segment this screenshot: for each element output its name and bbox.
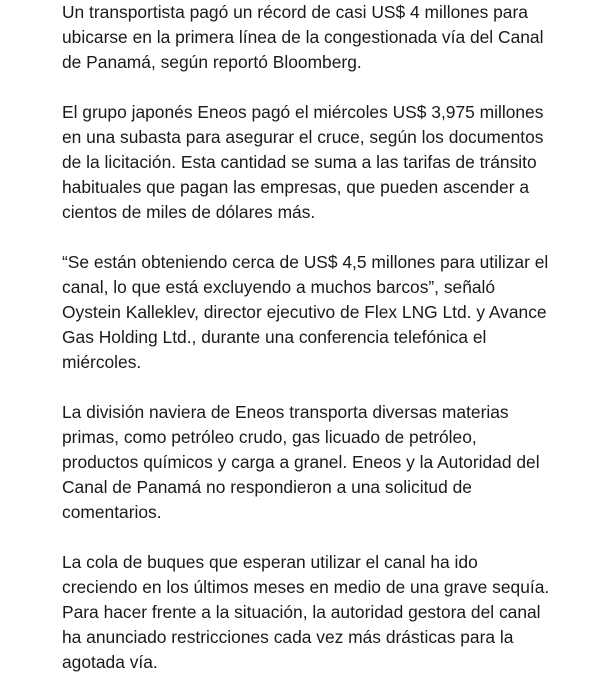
paragraph-line: ubicarse en la primera línea de la congestionada vía del Canal xyxy=(62,27,544,47)
paragraph-line: Para hacer frente a la situación, la autoridad gestora del canal xyxy=(62,602,541,622)
paragraph-line: La división naviera de Eneos transporta diversas materias xyxy=(62,402,509,422)
paragraph-3 xyxy=(62,250,562,375)
paragraph-line: “Se están obteniendo cerca de US$ 4,5 millones para utilizar el xyxy=(62,252,549,272)
paragraph-line: Canal de Panamá no respondieron a una solicitud de xyxy=(62,477,472,497)
paragraph-line: La cola de buques que esperan utilizar el canal ha ido xyxy=(62,552,478,572)
paragraph-line: cientos de miles de dólares más. xyxy=(62,202,316,222)
article-body xyxy=(62,0,562,700)
paragraph-5 xyxy=(62,550,562,675)
paragraph-line: Un transportista pagó un récord de casi US$ 4 millones para xyxy=(62,2,528,22)
paragraph-line: El grupo japonés Eneos pagó el miércoles US$ 3,975 millones xyxy=(62,102,544,122)
paragraph-line: comentarios. xyxy=(62,502,162,522)
paragraph-line: Oystein Kalleklev, director ejecutivo de Flex LNG Ltd. y Avance xyxy=(62,302,547,322)
paragraph-line: ha anunciado restricciones cada vez más drásticas para la xyxy=(62,627,514,647)
paragraph-line: de la licitación. Esta cantidad se suma a las tarifas de tránsito xyxy=(62,152,537,172)
paragraph-line: creciendo en los últimos meses en medio de una grave sequía. xyxy=(62,577,550,597)
paragraph-line: canal, lo que está excluyendo a muchos barcos”, señaló xyxy=(62,277,496,297)
paragraph-line: de Panamá, según reportó Bloomberg. xyxy=(62,52,362,72)
paragraph-line: agotada vía. xyxy=(62,652,158,672)
paragraph-line: primas, como petróleo crudo, gas licuado de petróleo, xyxy=(62,427,477,447)
paragraph-line: en una subasta para asegurar el cruce, según los documentos xyxy=(62,127,544,147)
paragraph-1 xyxy=(62,0,562,75)
paragraph-line: habituales que pagan las empresas, que pueden ascender a xyxy=(62,177,529,197)
paragraph-4 xyxy=(62,400,562,525)
paragraph-line: productos químicos y carga a granel. Eneos y la Autoridad del xyxy=(62,452,540,472)
paragraph-line: miércoles. xyxy=(62,352,142,372)
paragraph-2 xyxy=(62,100,562,225)
paragraph-line: Gas Holding Ltd., durante una conferencia telefónica el xyxy=(62,327,487,347)
